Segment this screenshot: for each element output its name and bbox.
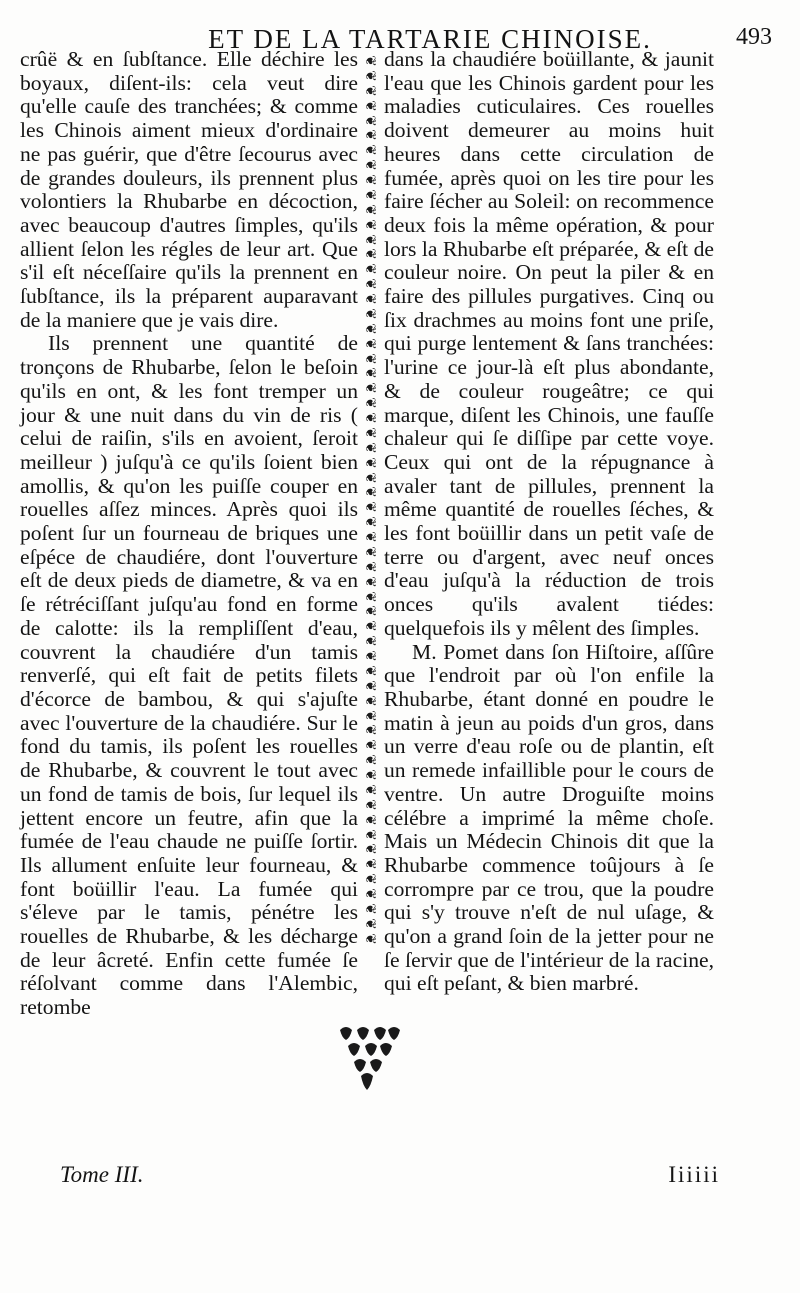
divider-fleuron-icon: ❦ xyxy=(361,665,378,677)
divider-fleuron-icon: ❦ xyxy=(361,263,378,276)
divider-fleuron-icon: ❦ xyxy=(361,218,378,231)
divider-fleuron-icon: ❦ xyxy=(361,828,378,841)
divider-fleuron-icon: ❦ xyxy=(361,174,378,186)
divider-fleuron-icon: ❦ xyxy=(361,55,378,67)
divider-fleuron-icon: ❦ xyxy=(361,575,378,588)
divider-fleuron-icon: ❦ xyxy=(361,382,378,395)
divider-fleuron-icon: ❦ xyxy=(361,293,378,305)
divider-fleuron-icon: ❦ xyxy=(361,322,378,335)
divider-fleuron-icon: ❦ xyxy=(361,873,378,885)
divider-fleuron-icon: ❦ xyxy=(361,203,378,216)
divider-fleuron-icon: ❦ xyxy=(361,650,378,662)
divider-fleuron-icon: ❦ xyxy=(361,233,378,246)
divider-fleuron-icon: ❦ xyxy=(361,278,378,290)
divider-fleuron-icon: ❦ xyxy=(361,739,378,752)
divider-fleuron-icon: ❦ xyxy=(361,159,378,171)
divider-fleuron-icon: ❦ xyxy=(361,679,378,692)
divider-fleuron-icon: ❦ xyxy=(361,114,378,127)
divider-fleuron-icon: ❦ xyxy=(361,367,378,380)
divider-fleuron-icon: ❦ xyxy=(361,620,378,633)
tome-label: Tome III. xyxy=(60,1162,144,1187)
divider-fleuron-icon: ❦ xyxy=(361,813,378,826)
tailpiece-ornament-icon xyxy=(332,1024,402,1094)
divider-fleuron-icon: ❦ xyxy=(361,99,378,112)
divider-fleuron-icon: ❦ xyxy=(361,531,378,543)
divider-fleuron-icon: ❦ xyxy=(361,308,378,320)
divider-fleuron-icon: ❦ xyxy=(361,189,378,201)
divider-fleuron-icon: ❦ xyxy=(361,471,378,484)
divider-fleuron-icon: ❦ xyxy=(361,888,378,900)
divider-fleuron-icon: ❦ xyxy=(361,129,378,142)
right-column xyxy=(384,48,714,996)
divider-fleuron-icon: ❦ xyxy=(361,754,378,766)
divider-fleuron-icon: ❦ xyxy=(361,858,378,871)
divider-fleuron-icon: ❦ xyxy=(361,337,378,350)
divider-fleuron-icon: ❦ xyxy=(361,798,378,811)
column-divider-ornament xyxy=(358,54,382,946)
divider-fleuron-icon: ❦ xyxy=(361,70,378,82)
page-number: 493 xyxy=(736,24,772,50)
divider-fleuron-icon: ❦ xyxy=(361,694,378,707)
divider-fleuron-icon: ❦ xyxy=(361,352,378,365)
divider-fleuron-icon: ❦ xyxy=(361,546,378,558)
left-paragraph-2: Ils prennent une quantité de tronçons de Rhubarbe, ſelon le beſoin qu'ils en ont, & les font tremper un jour & une nuit dans du vin de ris ( celui de raiſin, s'ils en avoient, ſeroit meilleur ) juſqu'à ce qu'ils ſoient bien amollis, & qu'on les puiſſe couper en rouelles aſſez minces. Après quoi ils poſent ſur un fourneau de briques une eſpéce de chaudiére, dont l'ouverture eſt de deux pieds de diametre, & va en ſe rétréciſſant juſqu'au fond en forme de calotte: ils la rempliſſent d'eau, couvrent la chaudiére d'un tamis renverſé, qui eſt fait de petits filets d'écorce de bambou, & qui s'ajuſte avec l'ouverture de la chaudiére. Sur le fond du tamis, ils poſent les rouelles de Rhubarbe, & couvrent le tout avec un fond de tamis de bois, ſur lequel ils jettent encore un feutre, afin que la fumée de l'eau chaude ne puiſſe ſortir. Ils allument enſuite leur fourneau, & font boüillir l'eau. La fumée qui s'éleve par le tamis, pénétre les rouelles de Rhubarbe, & les décharge de leur âcreté. Enfin cette fumée ſe réſolvant comme dans l'Alembic, retombe xyxy=(20,331,358,1020)
divider-fleuron-icon: ❦ xyxy=(361,724,378,737)
divider-fleuron-icon: ❦ xyxy=(361,501,378,514)
divider-fleuron-icon: ❦ xyxy=(361,397,378,409)
left-paragraph-1: crûë & en ſubſtance. Elle déchire les boyaux, diſent-ils: cela veut dire qu'elle cauſe des tranchées; & comme les Chinois aiment mieux d'ordinaire ne pas guérir, que d'être ſecourus avec de grandes douleurs, ils prennent plus volontiers la Rhubarbe en décoction, avec beaucoup d'autres ſimples, qu'ils allient ſelon les régles de leur art. Que s'il eſt néceſſaire qu'ils la prennent en ſubſtance, ils la préparent auparavant de la maniere que je vais dire. xyxy=(20,47,358,332)
divider-fleuron-icon: ❦ xyxy=(361,248,378,261)
divider-fleuron-icon: ❦ xyxy=(361,144,378,157)
divider-fleuron-icon: ❦ xyxy=(361,903,378,915)
left-column xyxy=(20,48,358,1020)
divider-fleuron-icon: ❦ xyxy=(361,84,378,97)
divider-fleuron-icon: ❦ xyxy=(361,709,378,722)
right-paragraph-1: dans la chaudiére boüillante, & jaunit l'eau que les Chinois gardent pour les maladies cuticulaires. Ces rouelles doivent demeurer au moins huit heures dans cette circulation de fumée, après quoi on les tire pour les faire ſécher au Soleil: on recommence deux fois la même opération, & pour lors la Rhubarbe eſt préparée, & eſt de couleur noire. On peut la piler & en faire des pillules purgatives. Cinq ou ſix drachmes au moins font une priſe, qui purge lentement & ſans tranchées: l'urine ce jour-là eſt plus abondante, & de couleur rougeâtre; ce qui marque, diſent les Chinois, une fauſſe chaleur qui ſe diſſipe par cette voye. Ceux qui ont de la répugnance à avaler tant de pillules, prennent la même quantité de rouelles ſéches, & les font boüillir dans un petit vaſe de terre ou d'argent, avec neuf onces d'eau juſqu'à la réduction de trois onces qu'ils avalent tiédes: quelquefois ils y mêlent des ſimples. xyxy=(384,47,714,640)
divider-fleuron-icon: ❦ xyxy=(361,932,378,945)
divider-fleuron-icon: ❦ xyxy=(361,917,378,930)
signature-mark: Iiiiii xyxy=(668,1162,720,1187)
divider-fleuron-icon: ❦ xyxy=(361,456,378,469)
running-head: ET DE LA TARTARIE CHINOISE. xyxy=(208,24,652,54)
divider-fleuron-icon: ❦ xyxy=(361,635,378,647)
divider-fleuron-icon: ❦ xyxy=(361,441,378,454)
divider-fleuron-icon: ❦ xyxy=(361,590,378,603)
page-footer xyxy=(60,1162,720,1202)
divider-fleuron-icon: ❦ xyxy=(361,769,378,781)
divider-fleuron-icon: ❦ xyxy=(361,516,378,528)
divider-fleuron-icon: ❦ xyxy=(361,560,378,573)
divider-fleuron-icon: ❦ xyxy=(361,605,378,618)
divider-fleuron-icon: ❦ xyxy=(361,784,378,796)
divider-fleuron-icon: ❦ xyxy=(361,427,378,439)
divider-fleuron-icon: ❦ xyxy=(361,412,378,424)
right-paragraph-2: M. Pomet dans ſon Hiſtoire, aſſûre que l'endroit par où l'on enfile la Rhubarbe, étant donné en poudre le matin à jeun au poids d'un gros, dans un verre d'eau roſe ou de plantin, eſt un remede infaillible pour le cours de ventre. Un autre Droguiſte moins célébre a imprimé la même choſe. Mais un Médecin Chinois dit que la Rhubarbe commence toûjours à ſe corrompre par ce trou, que la poudre qui s'y trouve n'eſt de nul uſage, & qu'on a grand ſoin de la jetter pour ne ſe ſervir que de l'intérieur de la racine, qui eſt peſant, & bien marbré. xyxy=(384,639,714,996)
divider-fleuron-icon: ❦ xyxy=(361,486,378,499)
divider-fleuron-icon: ❦ xyxy=(361,843,378,856)
